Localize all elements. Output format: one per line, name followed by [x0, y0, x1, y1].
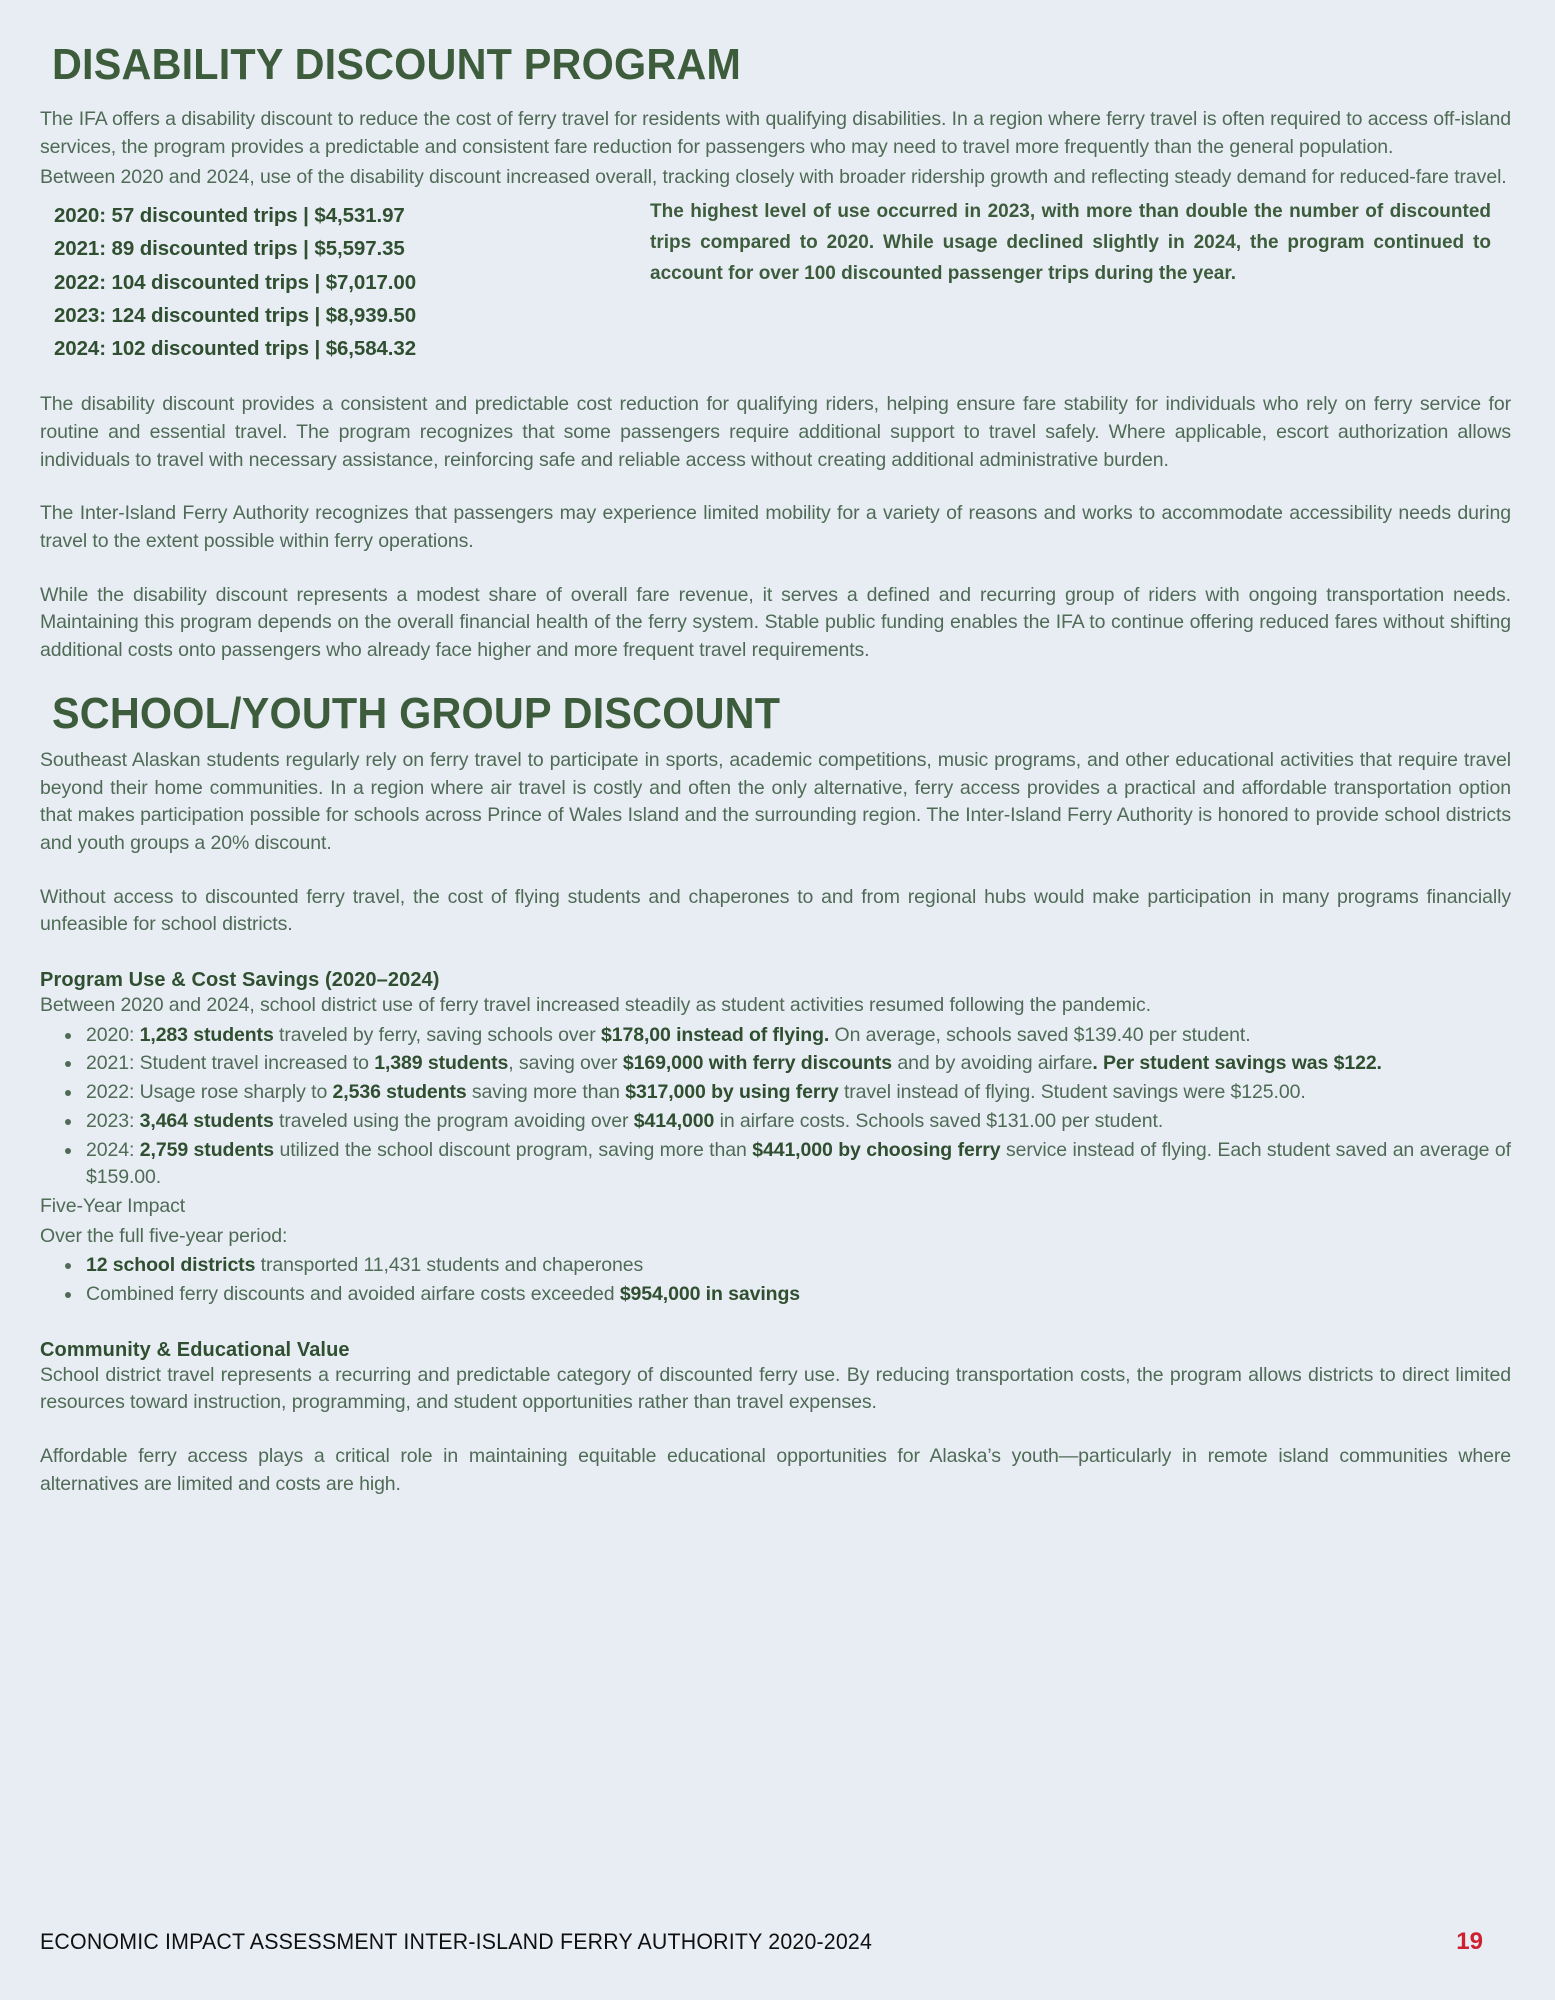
bullet-bold-part: 1,389 students: [374, 1052, 509, 1075]
year-bullet-list: [40, 1022, 1511, 1192]
bullet-text-part: traveled by ferry, saving schools over: [273, 1023, 601, 1046]
bullet-text-part: 2024:: [86, 1138, 140, 1161]
stat-line: 2021: 89 discounted trips | $5,597.35: [54, 237, 405, 261]
bullet-text-part: and by avoiding airfare: [892, 1052, 1093, 1075]
school-paragraph-2: Without access to discounted ferry travel, the cost of flying students and chaperones to and from regional hubs would make participation in many programs financially unfeasible for school districts.: [40, 885, 1511, 936]
stat-line: 2020: 57 discounted trips | $4,531.97: [54, 204, 405, 228]
bullet-text-part: On average, schools saved $139.40 per student.: [829, 1023, 1251, 1046]
bullet-bold-part: 12 school districts: [86, 1254, 256, 1277]
bullet-text-part: travel instead of flying. Student savings were $125.00.: [838, 1081, 1306, 1104]
bullet-bold-part: 2,536 students: [332, 1081, 467, 1104]
disability-paragraph-4: While the disability discount represents a modest share of overall fare revenue, it serves a defined and recurring group of riders with ongoing transportation needs. Maintaining this program depends on the overall financial health of the ferry system. Stable public funding enables the IFA to continue offering reduced fares without shifting additional costs onto passengers who already face higher and more frequent travel requirements.: [40, 583, 1511, 662]
five-year-impact-intro: Over the full five-year period:: [40, 1224, 288, 1247]
stats-and-callout-row: [40, 193, 1511, 365]
bullet-text-part: , saving over: [508, 1052, 623, 1075]
five-year-impact-heading: Five-Year Impact: [40, 1194, 186, 1217]
bullet-bold-part: 3,464 students: [139, 1109, 274, 1132]
bullet-bold-part: $414,000: [633, 1109, 715, 1132]
page-number: 19: [1456, 1928, 1483, 1955]
bullet-text-part: transported 11,431 students and chaperones: [255, 1254, 644, 1277]
school-paragraph-1: Southeast Alaskan students regularly rely on ferry travel to participate in sports, academic competitions, music programs, and other educational activities that require travel beyond their home communities. In a region where air travel is costly and often the only alternative, ferry access provides a practical and affordable transportation option that makes participation possible for schools across Prince of Wales Island and the surrounding region. The Inter-Island Ferry Authority is honored to provide school districts and youth groups a 20% discount.: [40, 748, 1511, 855]
bullet-bold-part: 1,283 students: [139, 1023, 274, 1046]
community-value-heading: Community & Educational Value: [40, 1338, 350, 1361]
list-item: [86, 1281, 1511, 1309]
bullet-text-part: 2020:: [86, 1023, 140, 1046]
stat-line: 2022: 104 discounted trips | $7,017.00: [54, 270, 417, 294]
bullet-text-part: in airfare costs. Schools saved $131.00 per student.: [714, 1109, 1164, 1132]
page-title-school-youth-discount: SCHOOL/YOUTH GROUP DISCOUNT: [52, 688, 781, 738]
bullet-bold-part: $441,000 by choosing ferry: [752, 1138, 1001, 1161]
bullet-text-part: Combined ferry discounts and avoided airfare costs exceeded: [86, 1282, 620, 1305]
program-use-heading: Program Use & Cost Savings (2020–2024): [40, 969, 440, 992]
bullet-bold-part: $317,000 by using ferry: [625, 1081, 839, 1104]
bullet-text-part: 2023:: [86, 1109, 140, 1132]
stat-line: 2024: 102 discounted trips | $6,584.32: [54, 337, 417, 361]
list-item: [86, 1050, 1511, 1078]
bullet-text-part: 2021: Student travel increased to: [86, 1052, 375, 1075]
bullet-bold-part: $169,000 with ferry discounts: [622, 1052, 893, 1075]
bullet-text-part: 2022: Usage rose sharply to: [86, 1081, 333, 1104]
bullet-bold-part: . Per student savings was $122.: [1092, 1052, 1382, 1075]
footer-title: ECONOMIC IMPACT ASSESSMENT INTER-ISLAND FERRY AUTHORITY 2020-2024: [40, 1929, 873, 1954]
bullet-text-part: saving more than: [466, 1081, 626, 1104]
disability-stats-list: [40, 193, 650, 365]
page-footer: [40, 1928, 1511, 1956]
list-item: [86, 1022, 1511, 1050]
impact-bullet-list: [40, 1252, 1511, 1308]
list-item: [86, 1108, 1511, 1136]
disability-callout-box: [650, 193, 1511, 291]
community-paragraph-2: Affordable ferry access plays a critical role in maintaining equitable educational opportunities for Alaska’s youth—particularly in remote island communities where alternatives are limited and costs are high.: [40, 1445, 1511, 1495]
community-paragraph-1: School district travel represents a recurring and predictable category of discounted ferry use. By reducing transportation costs, the program allows districts to direct limited resources toward instruction, programming, and student opportunities rather than travel expenses.: [40, 1363, 1511, 1414]
bullet-text-part: service instead of flying. Each student saved an average of $159.00.: [86, 1138, 1511, 1189]
bullet-bold-part: $954,000 in savings: [619, 1282, 801, 1305]
disability-paragraph-3: The Inter-Island Ferry Authority recognizes that passengers may experience limited mobility for a variety of reasons and works to accommodate accessibility needs during travel to the extent possible within ferry operations.: [40, 502, 1511, 553]
disability-intro-paragraph: The IFA offers a disability discount to reduce the cost of ferry travel for residents with qualifying disabilities. In a region where ferry travel is often required to access off-island services, the program provides a predictable and consistent fare reduction for passengers who may need to travel more frequently than the general population.: [40, 108, 1511, 158]
stat-line: 2023: 124 discounted trips | $8,939.50: [54, 303, 417, 327]
bullet-bold-part: $178,00 instead of flying.: [601, 1023, 830, 1046]
bullet-bold-part: 2,759 students: [139, 1138, 275, 1161]
page-title-disability-discount: DISABILITY DISCOUNT PROGRAM: [52, 40, 742, 89]
list-item: [86, 1137, 1511, 1192]
list-item: [86, 1079, 1511, 1107]
disability-paragraph-2: The disability discount provides a consistent and predictable cost reduction for qualifying riders, helping ensure fare stability for individuals who rely on ferry service for routine and essential travel. The program recognizes that some passengers require additional support to travel safely. Where applicable, escort authorization allows individuals to travel with necessary assistance, reinforcing safe and reliable access without creating additional administrative burden.: [40, 393, 1511, 471]
callout-text: The highest level of use occurred in 2023, with more than double the number of discounted trips compared to 2020. While usage declined slightly in 2024, the program continued to account for over 100 discounted passenger trips during the year.: [650, 201, 1491, 284]
disability-trend-paragraph: Between 2020 and 2024, use of the disability discount increased overall, tracking closely with broader ridership growth and reflecting steady demand for reduced-fare travel.: [40, 165, 1507, 188]
program-use-intro: Between 2020 and 2024, school district use of ferry travel increased steadily as student activities resumed following the pandemic.: [40, 994, 1151, 1017]
bullet-text-part: utilized the school discount program, saving more than: [274, 1138, 753, 1161]
list-item: [86, 1252, 1511, 1280]
bullet-text-part: traveled using the program avoiding over: [273, 1109, 634, 1132]
